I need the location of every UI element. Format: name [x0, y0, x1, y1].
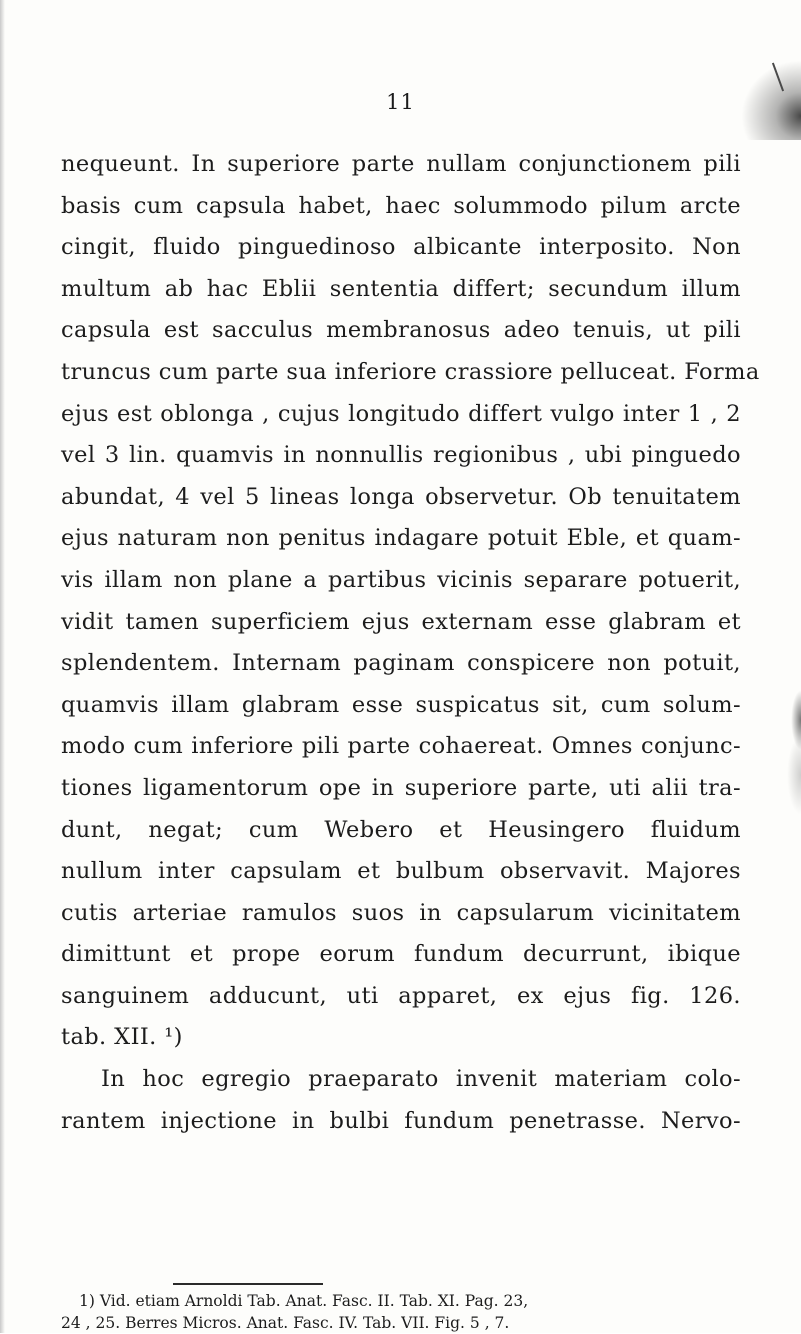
- text-line: splendentem. Internam paginam conspicere non potuit,: [61, 650, 741, 677]
- page-edge-shadow: [0, 0, 5, 1333]
- text-line: truncus cum parte sua inferiore crassiore pelluceat. Forma: [61, 358, 760, 385]
- text-line: ejus est oblonga , cujus longitudo differt vulgo inter 1 , 2: [61, 400, 741, 427]
- text-line: ejus naturam non penitus indagare potuit Eble, et quam-: [61, 525, 741, 552]
- text-line: rantem injectione in bulbi fundum penetrasse. Nervo-: [61, 1107, 741, 1134]
- text-line: tiones ligamentorum ope in superiore parte, uti alii tra-: [61, 774, 741, 801]
- page-number: 11: [386, 90, 415, 114]
- footnotes: [61, 1290, 751, 1334]
- text-line: quamvis illam glabram esse suspicatus sit, cum solum-: [61, 691, 741, 718]
- footnote-rule: [173, 1283, 323, 1285]
- text-line: basis cum capsula habet, haec solummodo pilum arcte: [61, 192, 741, 219]
- text-line: In hoc egregio praeparato invenit materiam colo-: [101, 1066, 741, 1093]
- text-line: dimittunt et prope eorum fundum decurrunt, ibique: [61, 941, 741, 968]
- text-line: dunt, negat; cum Webero et Heusingero fluidum: [61, 816, 741, 843]
- text-line: cingit, fluido pinguedinoso albicante interposito. Non: [61, 234, 741, 261]
- text-line: vidit tamen superficiem ejus externam esse glabram et: [61, 608, 741, 635]
- text-line: sanguinem adducunt, uti apparet, ex ejus fig. 126.: [61, 982, 741, 1009]
- text-line: vel 3 lin. quamvis in nonnullis regionibus , ubi pinguedo: [61, 442, 741, 469]
- text-line: nequeunt. In superiore parte nullam conjunctionem pili: [61, 151, 741, 177]
- text-line: multum ab hac Eblii sententia differt; secundum illum: [61, 275, 741, 302]
- text-line: tab. XII. ¹): [61, 1024, 183, 1051]
- text-line: modo cum inferiore pili parte cohaereat. Omnes conjunc-: [61, 733, 741, 760]
- text-line: nullum inter capsulam et bulbum observavit. Majores: [61, 858, 741, 885]
- text-line: cutis arteriae ramulos suos in capsularum vicinitatem: [61, 899, 741, 926]
- body-text: [61, 144, 760, 1142]
- footnote-line: 1) Vid. etiam Arnoldi Tab. Anat. Fasc. II. Tab. XI. Pag. 23,: [79, 1292, 529, 1310]
- text-line: vis illam non plane a partibus vicinis separare potuerit,: [61, 566, 741, 593]
- footnote-line: 24 , 25. Berres Micros. Anat. Fasc. IV. Tab. VII. Fig. 5 , 7.: [61, 1314, 510, 1332]
- text-line: capsula est sacculus membranosus adeo tenuis, ut pili: [61, 317, 741, 344]
- side-stain: [787, 735, 801, 815]
- text-line: abundat, 4 vel 5 lineas longa observetur. Ob tenuitatem: [61, 483, 741, 510]
